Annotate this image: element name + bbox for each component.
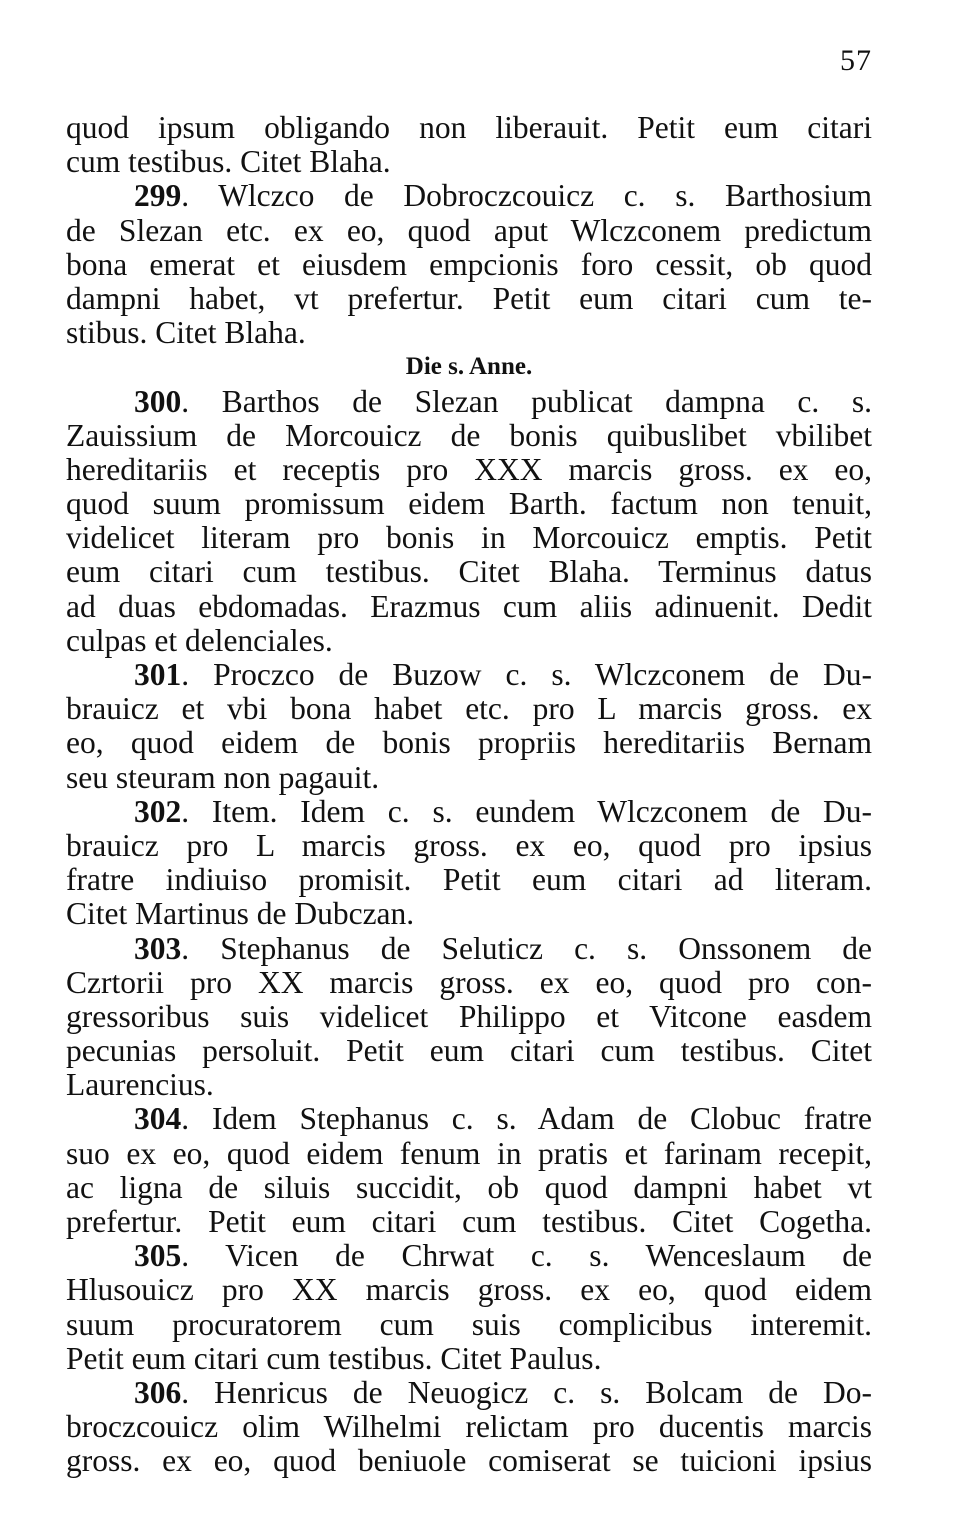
text-line: quod ipsum obligando non liberauit. Petit eum citari bbox=[66, 110, 872, 145]
page-number: 57 bbox=[840, 44, 872, 77]
entry-text: . Vicen de Chrwat c. s. Wenceslaum de bbox=[181, 1238, 872, 1274]
entry-number: 305 bbox=[134, 1238, 182, 1274]
entry-text: . Wlczco de Dobroczcouicz c. s. Barthosium bbox=[181, 178, 872, 214]
text-line: broczcouicz olim Wilhelmi relictam pro ducentis marcis bbox=[66, 1409, 872, 1445]
text-line: Petit eum citari cum testibus. Citet Paulus. bbox=[66, 1340, 602, 1376]
text-line: seu steuram non pagauit. bbox=[66, 759, 380, 795]
text-line: gross. ex eo, quod beniuole comiserat se tuicioni ipsius bbox=[66, 1443, 872, 1479]
entry-start-line bbox=[66, 932, 872, 966]
text-line: eum citari cum testibus. Citet Blaha. Terminus datus bbox=[66, 554, 872, 590]
text-line: Czrtorii pro XX marcis gross. ex eo, quod pro con- bbox=[66, 964, 872, 1000]
entry-start-line bbox=[66, 1102, 872, 1136]
text-line: dampni habet, vt prefertur. Petit eum citari cum te- bbox=[66, 280, 872, 316]
entry-text: . Proczco de Buzow c. s. Wlczconem de Du- bbox=[181, 657, 872, 692]
entry-number: 302 bbox=[134, 793, 182, 829]
entry-number: 303 bbox=[134, 930, 182, 966]
text-line: suo ex eo, quod eidem fenum in pratis et farinam recepit, bbox=[66, 1135, 872, 1171]
entry-start-line bbox=[66, 795, 872, 829]
text-line: hereditariis et receptis pro XXX marcis gross. ex eo, bbox=[66, 451, 872, 487]
text-line: bona emerat et eiusdem empcionis foro cessit, ob quod bbox=[66, 246, 872, 282]
entry-text: . Idem Stephanus c. s. Adam de Clobuc fratre bbox=[181, 1101, 872, 1137]
entry-start-line bbox=[66, 179, 872, 213]
entry-text: . Barthos de Slezan publicat dampna c. s. bbox=[181, 383, 872, 419]
text-line: cum testibus. Citet Blaha. bbox=[66, 144, 391, 180]
entry-text: . Stephanus de Seluticz c. s. Onssonem de bbox=[181, 930, 872, 966]
document-body bbox=[66, 111, 872, 1479]
text-line: Citet Martinus de Dubczan. bbox=[66, 896, 415, 932]
entry-number: 301 bbox=[134, 657, 182, 692]
entry-start-line bbox=[66, 1239, 872, 1273]
text-line: videlicet literam pro bonis in Morcouicz emptis. Petit bbox=[66, 520, 872, 556]
text-line: pecunias persoluit. Petit eum citari cum testibus. Citet bbox=[66, 1033, 872, 1069]
text-line: fratre indiuiso promisit. Petit eum citari ad literam. bbox=[66, 862, 872, 898]
section-heading: Die s. Anne. bbox=[405, 353, 533, 381]
entry-start-line bbox=[66, 658, 872, 692]
entry-number: 299 bbox=[134, 178, 182, 214]
text-line: ac ligna de siluis succidit, ob quod dampni habet vt bbox=[66, 1169, 872, 1205]
text-line: ad duas ebdomadas. Erazmus cum aliis adinuenit. Dedit bbox=[66, 588, 872, 624]
text-line: eo, quod eidem de bonis propriis hereditariis Bernam bbox=[66, 725, 872, 761]
text-line: culpas et delenciales. bbox=[66, 622, 333, 658]
text-line: quod suum promissum eidem Barth. factum non tenuit, bbox=[66, 486, 872, 522]
text-line: Laurencius. bbox=[66, 1067, 214, 1103]
text-line: Zauissium de Morcouicz de bonis quibuslibet vbilibet bbox=[66, 417, 872, 453]
text-line: gressoribus suis videlicet Philippo et Vitcone easdem bbox=[66, 998, 872, 1034]
entry-number: 306 bbox=[134, 1374, 182, 1410]
entry-number: 300 bbox=[134, 383, 182, 419]
entry-text: . Item. Idem c. s. eundem Wlczconem de Du- bbox=[181, 793, 872, 829]
text-line: stibus. Citet Blaha. bbox=[66, 315, 306, 351]
text-line: prefertur. Petit eum citari cum testibus. Citet Cogetha. bbox=[66, 1204, 872, 1239]
entry-number: 304 bbox=[134, 1101, 182, 1137]
entry-start-line bbox=[66, 385, 872, 419]
entry-start-line bbox=[66, 1376, 872, 1410]
text-line: de Slezan etc. ex eo, quod aput Wlczconem predictum bbox=[66, 212, 872, 248]
text-line: brauicz pro L marcis gross. ex eo, quod pro ipsius bbox=[66, 827, 872, 863]
entry-text: . Henricus de Neuogicz c. s. Bolcam de Do- bbox=[181, 1374, 872, 1410]
text-line: brauicz et vbi bona habet etc. pro L marcis gross. ex bbox=[66, 691, 872, 727]
text-line: Hlusouicz pro XX marcis gross. ex eo, quod eidem bbox=[66, 1272, 872, 1308]
text-line: suum procuratorem cum suis complicibus interemit. bbox=[66, 1306, 872, 1342]
